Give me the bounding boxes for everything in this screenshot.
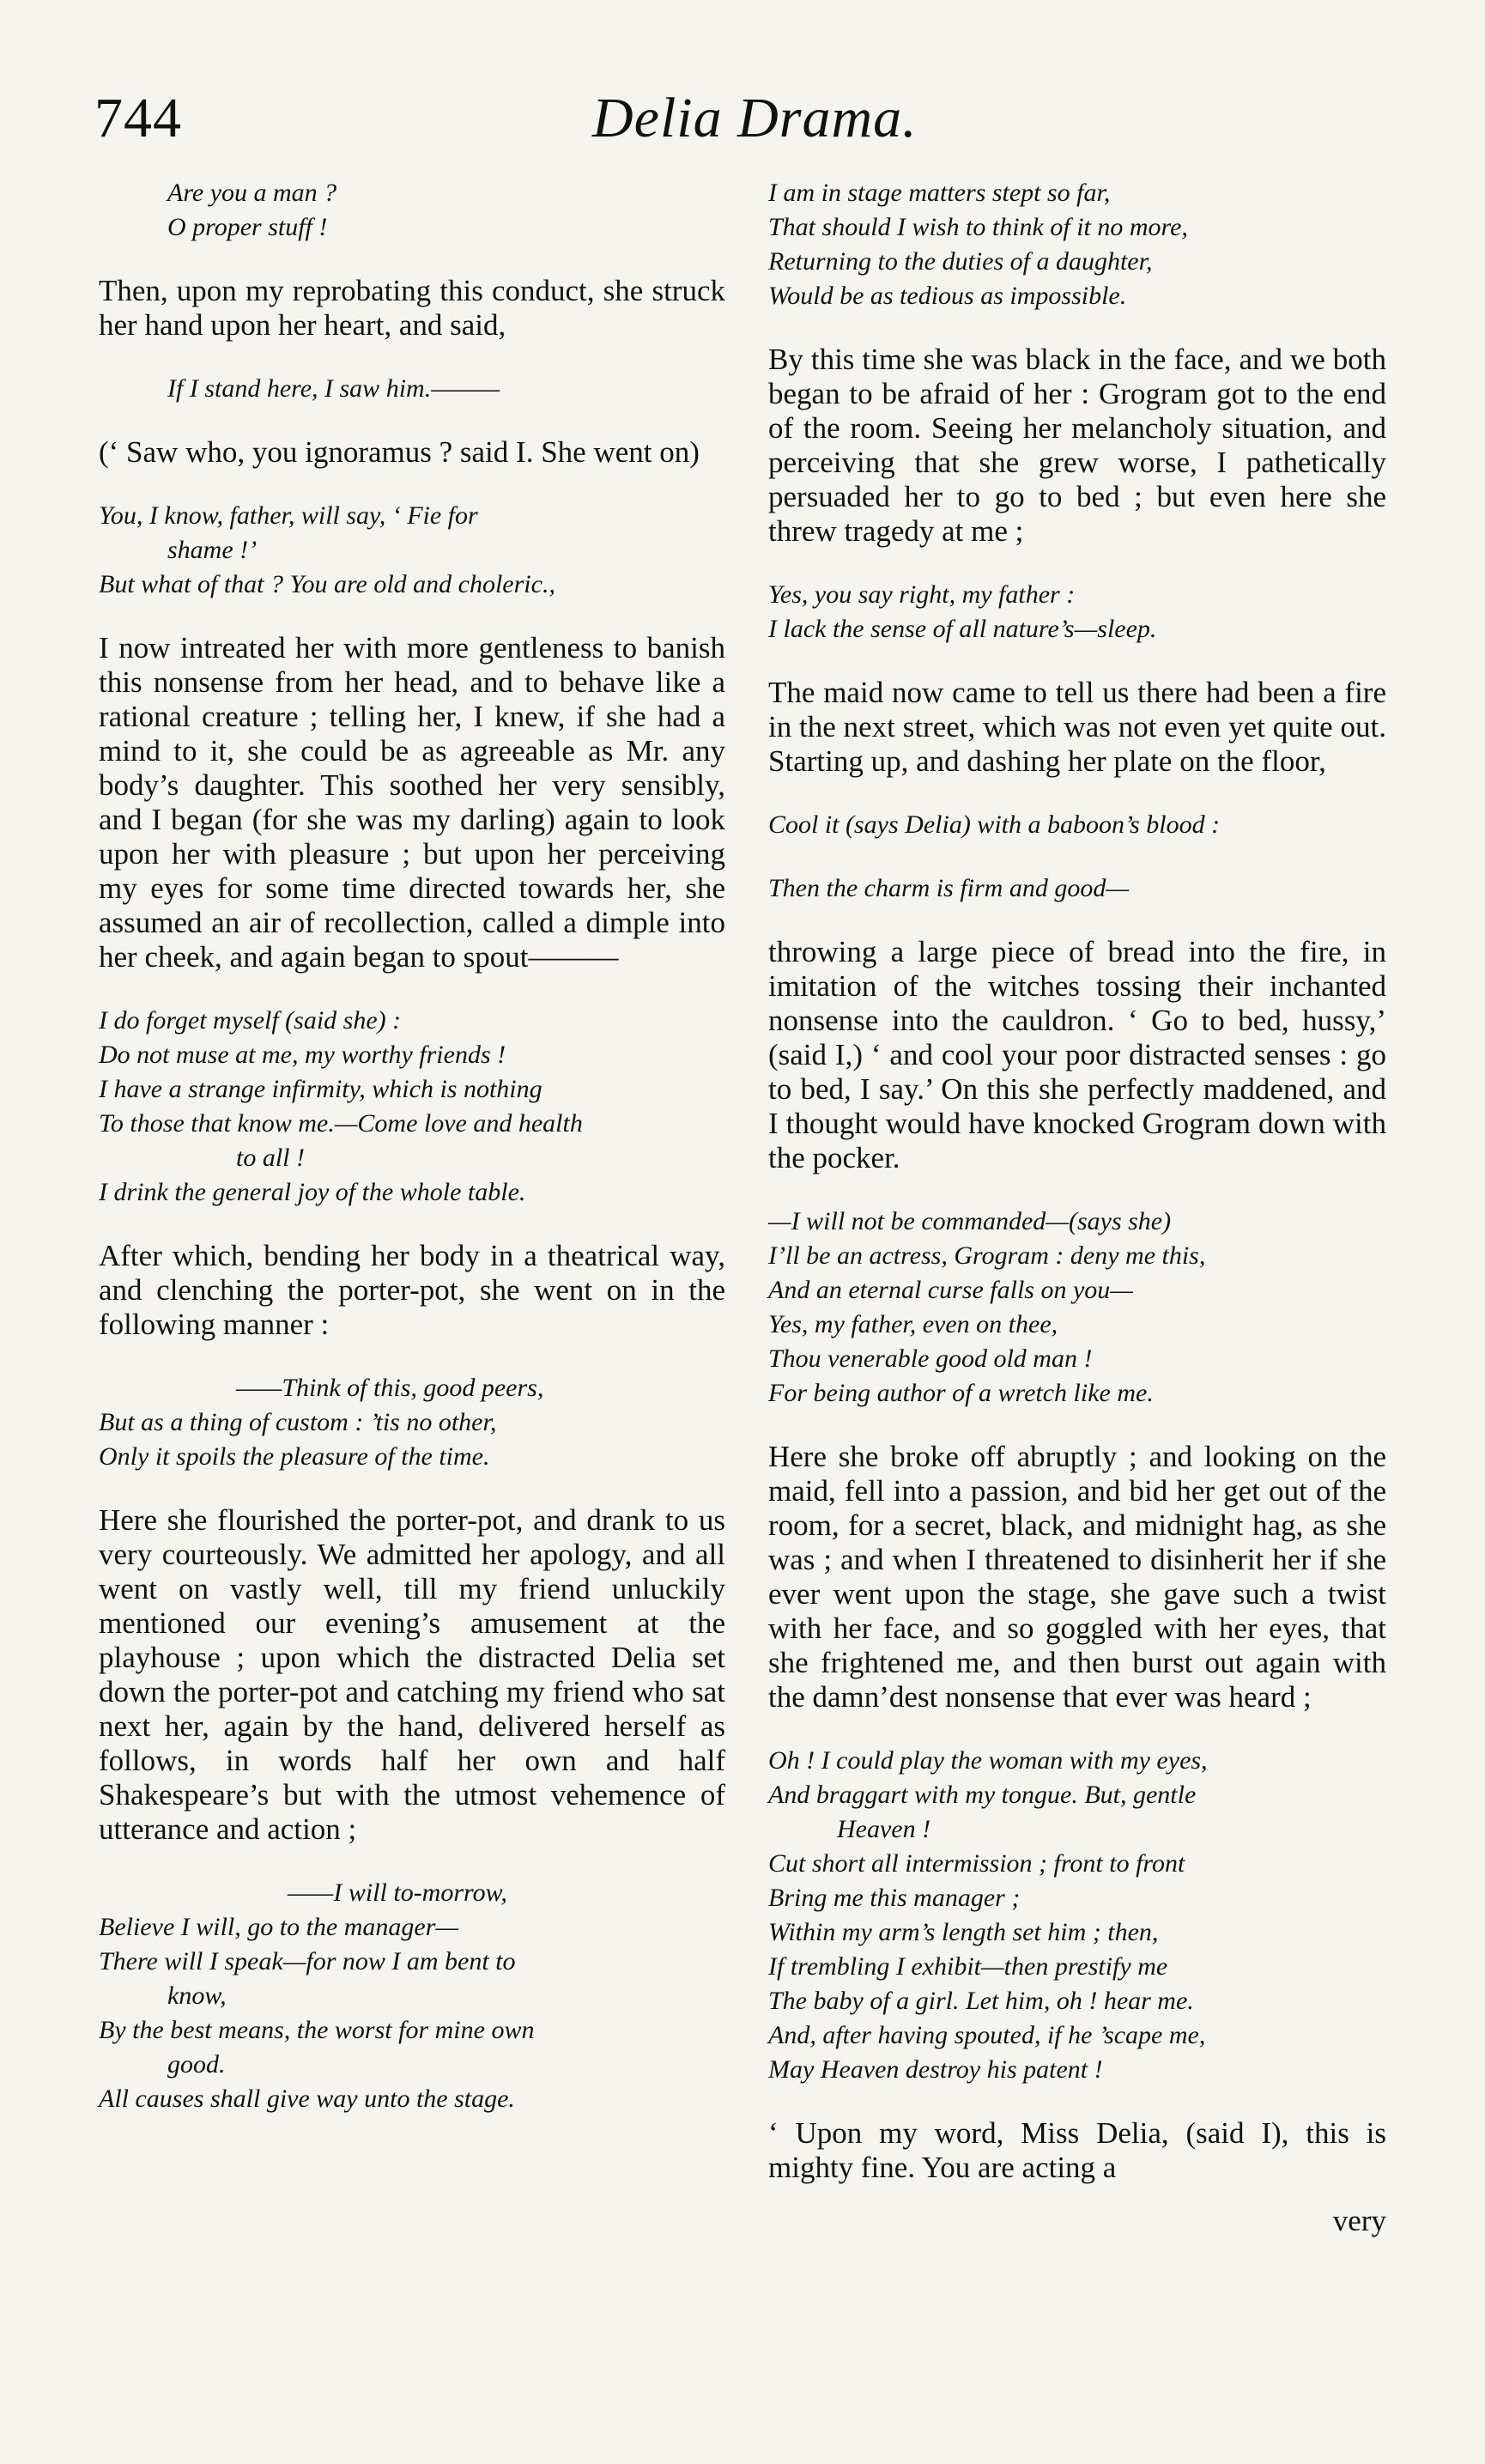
verse-line: But what of that ? You are old and choleric., bbox=[99, 570, 555, 598]
page-header bbox=[94, 86, 1382, 155]
catchword: very bbox=[1332, 2204, 1386, 2237]
verse-line: Cut short all intermission ; front to front bbox=[768, 1849, 1185, 1878]
verse-line: You, I know, father, will say, ‘ Fie for bbox=[99, 501, 478, 530]
verse-line: —I will not be commanded—(says she) bbox=[768, 1207, 1172, 1235]
verse-line: The baby of a girl. Let him, oh ! hear me. bbox=[768, 1987, 1194, 2015]
verse-line: And, after having spouted, if he ’scape me, bbox=[768, 2021, 1206, 2049]
verse-quote bbox=[99, 499, 725, 602]
verse-quote bbox=[768, 578, 1386, 646]
verse-line: Yes, you say right, my father : bbox=[768, 580, 1076, 609]
verse-line: By the best means, the worst for mine own bbox=[99, 2016, 535, 2044]
verse-line: All causes shall give way unto the stage. bbox=[99, 2085, 515, 2113]
prose-paragraph: By this time she was black in the face, and we both began to be afraid of her : Grogram got to the end of the room. Seeing her melancholy situation, and perceiving that she grew worse, I pathetically persuaded her to go to bed ; but even here she threw tragedy at me ; bbox=[768, 343, 1386, 548]
verse-line: Are you a man ? bbox=[167, 179, 337, 207]
verse-line: May Heaven destroy his patent ! bbox=[768, 2055, 1103, 2084]
prose-paragraph: Then, upon my reprobating this conduct, she struck her hand upon her heart, and said, bbox=[99, 274, 725, 342]
verse-line: Cool it (says Delia) with a baboon’s blood : bbox=[768, 810, 1221, 839]
prose-paragraph: ‘ Upon my word, Miss Delia, (said I), this is mighty fine. You are acting a bbox=[768, 2116, 1386, 2184]
verse-line: ——Think of this, good peers, bbox=[236, 1374, 544, 1402]
verse-line: For being author of a wretch like me. bbox=[768, 1379, 1154, 1407]
prose-paragraph: The maid now came to tell us there had been a fire in the next street, which was not even yet quite out. Starting up, and dashing her plate on the floor, bbox=[768, 676, 1386, 778]
verse-line: Only it spoils the pleasure of the time. bbox=[99, 1442, 490, 1471]
verse-line: O proper stuff ! bbox=[167, 213, 328, 241]
verse-line: I’ll be an actress, Grogram : deny me this, bbox=[768, 1241, 1206, 1270]
verse-quote bbox=[768, 871, 1386, 906]
running-title: Delia Drama. bbox=[592, 87, 918, 149]
verse-quote bbox=[768, 1205, 1386, 1411]
verse-line: know, bbox=[167, 1982, 227, 2010]
prose-paragraph: After which, bending her body in a theatrical way, and clenching the porter-pot, she went on in the following manner : bbox=[99, 1239, 725, 1341]
verse-line: Bring me this manager ; bbox=[768, 1884, 1021, 1912]
prose-paragraph: (‘ Saw who, you ignoramus ? said I. She went on) bbox=[99, 435, 700, 469]
right-column bbox=[768, 176, 1386, 2238]
verse-line: Returning to the duties of a daughter, bbox=[768, 247, 1153, 276]
prose-paragraph: I now intreated her with more gentleness to banish this nonsense from her head, and to behave like a rational creature ; telling her, I knew, if she had a mind to it, she could be as agreeable as Mr. any body’s daughter. This soothed her very sensibly, and I began (for she was my darling) again to look upon her with pleasure ; but upon her perceiving my eyes for some time directed towards her, she assumed an air of recollection, called a dimple into her cheek, and again began to spout——— bbox=[99, 631, 725, 974]
verse-line: That should I wish to think of it no more, bbox=[768, 213, 1188, 241]
prose-paragraph: throwing a large piece of bread into the fire, in imitation of the witches tossing their inchanted nonsense into the cauldron. ‘ Go to bed, hussy,’ (said I,) ‘ and cool your poor distracted senses : go to bed, I say.’ On this she perfectly maddened, and I thought would have knocked Grogram down with the pocker. bbox=[768, 935, 1386, 1174]
verse-line: Thou venerable good old man ! bbox=[768, 1344, 1093, 1373]
verse-line: to all ! bbox=[236, 1144, 305, 1172]
verse-line: Believe I will, go to the manager— bbox=[99, 1913, 459, 1941]
verse-quote bbox=[99, 1371, 725, 1474]
verse-quote bbox=[99, 1876, 725, 2116]
verse-line: ——I will to-morrow, bbox=[288, 1878, 507, 1907]
verse-line: Would be as tedious as impossible. bbox=[768, 282, 1127, 310]
prose-paragraph: Here she flourished the porter-pot, and drank to us very courteously. We admitted her apology, and all went on vastly well, till my friend unluckily mentioned our evening’s amusement at the playhouse ; upon which the distracted Delia set down the porter-pot and catching my friend who sat next her, again by the hand, delivered herself as follows, in words half her own and half Shakespeare’s but with the utmost vehemence of utterance and action ; bbox=[99, 1503, 725, 1846]
verse-line: Then the charm is firm and good— bbox=[768, 874, 1129, 902]
verse-line: I do forget myself (said she) : bbox=[99, 1006, 402, 1035]
verse-quote bbox=[768, 1744, 1386, 2087]
verse-quote bbox=[768, 176, 1386, 313]
verse-quote bbox=[768, 808, 1386, 842]
verse-line: I lack the sense of all nature’s—sleep. bbox=[768, 615, 1157, 643]
verse-line: good. bbox=[167, 2050, 226, 2079]
verse-line: And an eternal curse falls on you— bbox=[768, 1276, 1133, 1304]
verse-line: I have a strange infirmity, which is nothing bbox=[99, 1075, 542, 1103]
verse-line: Yes, my father, even on thee, bbox=[768, 1310, 1058, 1338]
verse-line: Heaven ! bbox=[837, 1815, 931, 1843]
verse-line: To those that know me.—Come love and health bbox=[99, 1109, 583, 1138]
verse-line: Within my arm’s length set him ; then, bbox=[768, 1918, 1159, 1946]
verse-line: I am in stage matters stept so far, bbox=[768, 179, 1111, 207]
verse-quote bbox=[99, 372, 725, 406]
verse-line: I drink the general joy of the whole table. bbox=[99, 1178, 526, 1206]
verse-line: Oh ! I could play the woman with my eyes, bbox=[768, 1746, 1208, 1775]
verse-quote bbox=[99, 176, 725, 245]
verse-quote bbox=[99, 1004, 725, 1210]
verse-line: There will I speak—for now I am bent to bbox=[99, 1947, 516, 1975]
verse-line: shame !’ bbox=[167, 536, 258, 564]
page-number: 744 bbox=[94, 87, 182, 149]
verse-line: If I stand here, I saw him.——— bbox=[167, 374, 500, 403]
verse-line: Do not muse at me, my worthy friends ! bbox=[99, 1041, 506, 1069]
prose-paragraph: Here she broke off abruptly ; and looking on the maid, fell into a passion, and bid her get out of the room, for a secret, black, and midnight hag, as she was ; and when I threatened to disinherit her if she ever went upon the stage, she gave such a twist with her face, and so goggled with her eyes, that she frightened me, and then burst out again with the damn’dest nonsense that ever was heard ; bbox=[768, 1440, 1386, 1714]
left-column bbox=[99, 176, 725, 2145]
verse-line: But as a thing of custom : ’tis no other, bbox=[99, 1408, 497, 1436]
verse-line: And braggart with my tongue. But, gentle bbox=[768, 1781, 1197, 1809]
verse-line: If trembling I exhibit—then prestify me bbox=[768, 1952, 1168, 1981]
